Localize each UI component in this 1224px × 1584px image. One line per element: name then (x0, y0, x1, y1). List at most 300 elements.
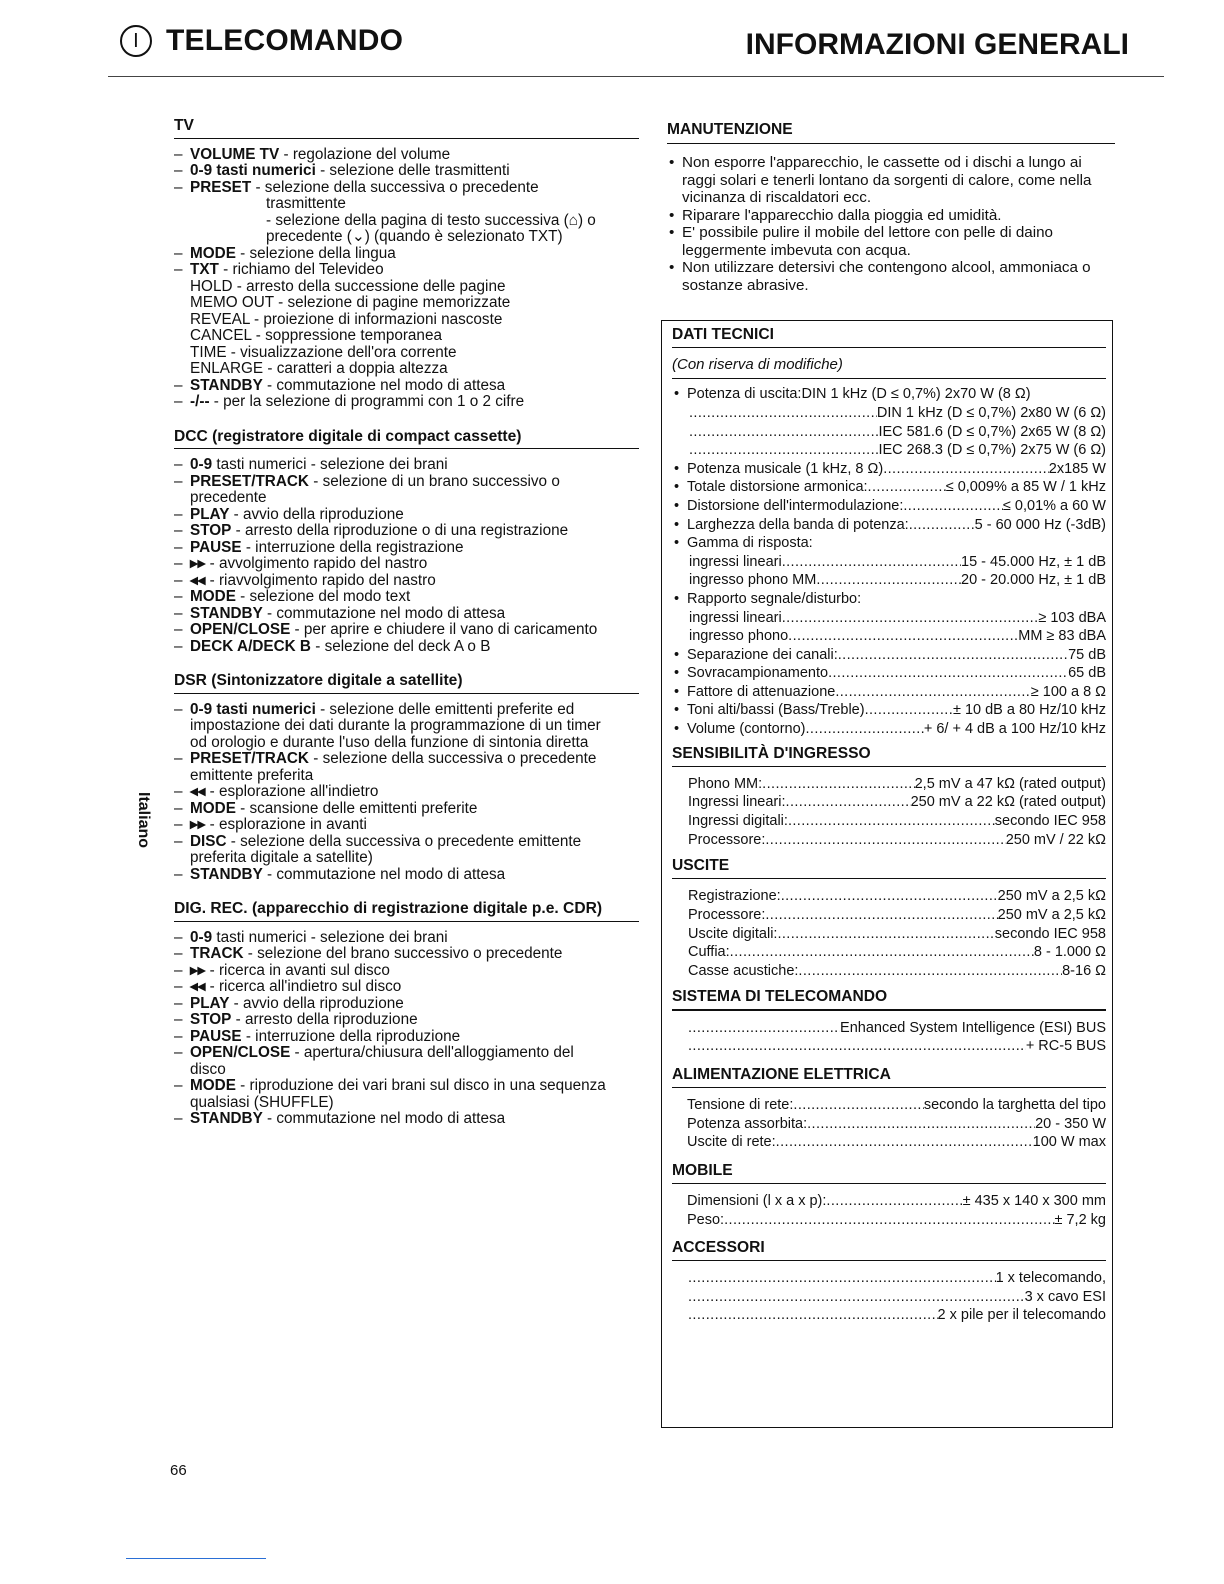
list-item-key: PAUSE (190, 1027, 242, 1045)
spec-label: ingresso phono MM (689, 572, 817, 589)
section-heading-tv: TV (174, 118, 639, 139)
header-divider (108, 76, 1164, 77)
spec-value: 8 - 1.000 Ω (1033, 944, 1106, 961)
dcc-list (174, 457, 639, 655)
leader-dots (782, 553, 961, 572)
list-item (174, 394, 639, 411)
spec-value: 100 W max (1032, 1134, 1106, 1151)
leader-dots (688, 1306, 938, 1325)
list-item-text: tasti numerici - selezione dei brani (212, 456, 448, 473)
bullet-icon: • (674, 386, 680, 403)
leader-dots (688, 1037, 1026, 1056)
list-item-text: - avvio della riproduzione (229, 505, 404, 523)
divider (672, 378, 1106, 379)
leader-dots (807, 1115, 1035, 1134)
list-item-text: - commutazione nel modo di attesa (262, 376, 506, 394)
leader-dots (793, 1096, 923, 1115)
maintenance-section (667, 121, 1115, 294)
spec-value: 65 dB (1068, 665, 1106, 682)
spec-row (688, 775, 1106, 794)
list-item-key: DISC (190, 832, 227, 850)
list-item (174, 163, 639, 180)
spec-value: 2x185 W (1048, 460, 1106, 477)
list-item (174, 1095, 639, 1112)
list-item-key: ▸▸ (190, 555, 206, 572)
bullet-icon: • (674, 646, 680, 663)
spec-label: Casse acustiche: (688, 962, 799, 979)
spec-row (672, 683, 1106, 702)
divider (672, 1260, 1106, 1261)
spec-value: 3 x cavo ESI (1024, 1288, 1106, 1305)
spec-value: 250 mV / 22 kΩ (1005, 831, 1106, 848)
list-item-key: 0-9 tasti numerici (190, 700, 316, 718)
spec-label: Ingressi lineari: (688, 794, 786, 811)
divider (672, 766, 1106, 767)
leader-dots (689, 423, 878, 442)
spec-row (688, 793, 1106, 812)
list-item-text: - richiamo del Televideo (218, 261, 384, 278)
spec-row (672, 553, 1106, 572)
spec-row (687, 1133, 1106, 1152)
leader-dots (865, 701, 953, 720)
list-item-key: STOP (190, 1011, 232, 1028)
list-item-text: - selezione delle emittenti preferite ed (315, 700, 575, 718)
list-item (174, 946, 639, 963)
list-item-key: PRESET/TRACK (190, 750, 309, 767)
bullet-item: • Non utilizzare detersivi che contengono alcool, ammoniaca o sostanze abrasive. (667, 259, 1115, 294)
spec-label: Potenza musicale (1 kHz, 8 Ω) (687, 460, 884, 477)
spec-value: DIN 1 kHz (D ≤ 0,7%) 2x70 W (8 Ω) (801, 386, 1031, 403)
list-item (174, 589, 639, 606)
list-item-text: - arresto della riproduzione o di una registrazione (231, 522, 569, 539)
list-item (174, 490, 639, 507)
list-item (174, 523, 639, 540)
bullet-item: • Non esporre l'apparecchio, le cassette od i dischi a lungo ai raggi solari e tenerli lontano da sorgenti di calore, come nella vicinanza di riscaldatori ecc. (667, 154, 1115, 207)
list-item-text: - riavvolgimento rapido del nastro (205, 571, 436, 589)
list-item-key: ▸▸ (190, 961, 206, 979)
list-item-text: - interruzione della riproduzione (241, 1027, 461, 1045)
specs-note: (Con riserva di modifiche) (672, 356, 843, 374)
spec-row (672, 627, 1106, 646)
list-item (174, 1062, 639, 1079)
list-item-key: STANDBY (190, 1110, 263, 1127)
spec-row (688, 962, 1106, 981)
spec-value: IEC 268.3 (D ≤ 0,7%) 2x75 W (6 Ω) (878, 442, 1106, 459)
spec-value: secondo IEC 958 (994, 925, 1106, 942)
bullet-icon: • (674, 683, 680, 700)
list-item-text: CANCEL - soppressione temporanea (190, 327, 442, 344)
spec-value: ≥ 100 a 8 Ω (1030, 683, 1106, 700)
list-item-key: STANDBY (190, 604, 263, 622)
list-item (174, 229, 639, 246)
spec-value: ± 435 x 140 x 300 mm (962, 1192, 1106, 1209)
list-item-key: DECK A/DECK B (190, 637, 311, 655)
list-item-text: preferita digitale a satellite) (190, 849, 373, 866)
divider (672, 1183, 1106, 1184)
accessories-table (672, 1269, 1106, 1325)
spec-row (672, 404, 1106, 423)
leader-dots (788, 812, 995, 831)
section-heading-dsr: DSR (Sintonizzatore digitale a satellite) (174, 673, 639, 694)
leader-dots (782, 609, 1039, 628)
leader-dots (724, 1211, 1054, 1230)
spec-label: Volume (contorno) (687, 721, 806, 738)
bullet-icon: • (674, 535, 680, 552)
remote-system-table (672, 1019, 1106, 1056)
list-item-text: qualsiasi (SHUFFLE) (190, 1093, 334, 1111)
spec-row (688, 1019, 1106, 1038)
spec-value: secondo IEC 958 (994, 813, 1106, 830)
list-item-text: - esplorazione in avanti (205, 816, 367, 833)
list-item (174, 1111, 639, 1128)
spec-row (672, 516, 1106, 535)
leader-dots (798, 962, 1062, 981)
list-item-text: - avvolgimento rapido del nastro (205, 555, 428, 572)
list-item (174, 979, 639, 996)
section-heading-uscite: USCITE (672, 857, 730, 875)
spec-value: 8-16 Ω (1062, 962, 1106, 979)
list-item (174, 963, 639, 980)
list-item-key: ◂◂ (190, 978, 206, 995)
list-item-text: impostazione dei dati durante la programmazione di un timer (190, 717, 601, 734)
list-item (174, 213, 639, 230)
leader-dots (688, 1019, 840, 1038)
leader-dots (828, 664, 1068, 683)
spec-row (688, 925, 1106, 944)
spec-value: IEC 581.6 (D ≤ 0,7%) 2x65 W (8 Ω) (878, 423, 1106, 440)
list-item-text: TIME - visualizzazione dell'ora corrente (190, 343, 457, 361)
list-item-key: MODE (190, 1077, 236, 1094)
list-item-key: MODE (190, 244, 236, 262)
spec-label: Processore: (688, 907, 766, 923)
section-heading-manutenzione: MANUTENZIONE (667, 121, 793, 138)
list-item (174, 1029, 639, 1046)
spec-label: Toni alti/bassi (Bass/Treble) (687, 702, 865, 719)
list-item (174, 345, 639, 362)
list-item-key: OPEN/CLOSE (190, 621, 291, 638)
bullet-icon: • (674, 721, 680, 738)
spec-row (687, 1192, 1106, 1211)
spec-row (688, 831, 1106, 850)
spec-label: ingressi lineari (689, 553, 782, 570)
spec-row (687, 1211, 1106, 1230)
list-item-text: - selezione della pagina di testo successiva (⌂) o (266, 211, 596, 229)
spec-row (672, 609, 1106, 628)
leader-dots (688, 1288, 1025, 1307)
section-heading-dcc: DCC (registratore digitale di compact cassette) (174, 429, 639, 450)
spec-value: 75 dB (1068, 646, 1106, 663)
list-item-text: - selezione della successiva o precedente (308, 750, 597, 767)
list-item-text: - selezione del brano successivo o precedente (243, 945, 563, 962)
bullet-item: • Riparare l'apparecchio dalla pioggia ed umidità. (667, 207, 1115, 225)
list-item (174, 540, 639, 557)
list-item (174, 295, 639, 312)
list-item (174, 1078, 639, 1095)
leader-dots (835, 683, 1030, 702)
list-item (174, 474, 639, 491)
list-item-text: - riproduzione dei vari brani sul disco in una sequenza (235, 1077, 606, 1094)
spec-row (688, 812, 1106, 831)
list-item (174, 639, 639, 656)
spec-label: Distorsione dell'intermodulazione: (687, 497, 904, 514)
spec-row (672, 385, 1106, 404)
list-item-text: - scansione delle emittenti preferite (235, 799, 478, 817)
spec-label: Cuffia: (688, 944, 730, 961)
cabinet-table (672, 1192, 1106, 1229)
list-item (174, 784, 639, 801)
left-column (174, 118, 639, 1146)
list-item-text: MEMO OUT - selezione di pagine memorizzate (190, 294, 511, 311)
leader-dots (868, 478, 946, 497)
leader-dots (883, 460, 1049, 479)
spec-row (672, 460, 1106, 479)
list-item-key: ◂◂ (190, 571, 206, 589)
spec-label: Uscite digitali: (688, 925, 778, 942)
spec-row (672, 497, 1106, 516)
list-item-key: 0-9 (190, 456, 213, 473)
leader-dots (776, 1133, 1033, 1152)
leader-dots (816, 571, 961, 590)
list-item (174, 312, 639, 329)
spec-value: ± 10 dB a 80 Hz/10 kHz (952, 702, 1106, 719)
spec-row (672, 534, 1106, 553)
list-item-key: ▸▸ (190, 816, 206, 833)
list-item-key: STOP (190, 522, 232, 539)
spec-row (687, 1096, 1106, 1115)
spec-value: 20 - 350 W (1035, 1115, 1106, 1132)
leader-dots (765, 831, 1005, 850)
list-item (174, 147, 639, 164)
spec-row (687, 1115, 1106, 1134)
spec-label: Dimensioni (l x a x p): (687, 1192, 827, 1209)
spec-row (688, 1037, 1106, 1056)
spec-label: Processore: (688, 831, 766, 848)
list-item (174, 378, 639, 395)
spec-label: Totale distorsione armonica: (687, 479, 868, 496)
list-item-text: trasmittente (266, 195, 346, 212)
list-item-key: PRESET (190, 178, 252, 196)
list-item (174, 718, 639, 735)
list-item-text: - avvio della riproduzione (229, 994, 404, 1012)
list-item (174, 556, 639, 573)
spec-value: 250 mV a 2,5 kΩ (997, 907, 1106, 923)
list-item (174, 507, 639, 524)
spec-row (672, 664, 1106, 683)
spec-label: Separazione dei canali: (687, 646, 838, 663)
leader-dots (688, 1269, 996, 1288)
spec-row (672, 590, 1106, 609)
list-item-key: MODE (190, 588, 236, 605)
list-item-text: - selezione del modo text (235, 588, 411, 605)
list-item-key: ◂◂ (190, 783, 206, 800)
list-item (174, 457, 639, 474)
list-item-text: - ricerca all'indietro sul disco (205, 978, 402, 995)
list-item-key: -/-- (190, 393, 210, 410)
list-item-key: MODE (190, 799, 236, 817)
spec-row (672, 701, 1106, 720)
list-item (174, 361, 639, 378)
outputs-table (672, 887, 1106, 980)
spec-value: 20 - 20.000 Hz, ± 1 dB (961, 572, 1106, 589)
leader-dots (689, 404, 877, 423)
spec-label: Tensione di rete: (687, 1096, 794, 1113)
list-item-text: od orologio e durante l'uso della funzione di sintonia diretta (190, 733, 589, 751)
spec-label: Sovracampionamento (687, 665, 829, 682)
spec-value: secondo la targhetta del tipo (923, 1096, 1106, 1113)
leader-dots (730, 943, 1034, 962)
list-item-key: OPEN/CLOSE (190, 1044, 291, 1061)
bullet-icon: • (674, 460, 680, 477)
list-item-key: PLAY (190, 505, 230, 523)
list-item (174, 1045, 639, 1062)
list-item-text: emittente preferita (190, 766, 314, 784)
input-sensitivity-table (672, 775, 1106, 849)
list-item (174, 1012, 639, 1029)
spec-label: ingresso phono (689, 628, 789, 645)
list-item (174, 246, 639, 263)
spec-label: ingressi lineari (689, 609, 782, 626)
list-item-text: - commutazione nel modo di attesa (262, 1110, 506, 1127)
spec-value: ± 7,2 kg (1054, 1211, 1106, 1228)
tv-list (174, 147, 639, 411)
list-item-text: tasti numerici - selezione dei brani (212, 928, 448, 946)
spec-value: ≤ 0,01% a 60 W (1002, 497, 1106, 514)
list-item (174, 702, 639, 719)
spec-row (688, 906, 1106, 925)
spec-row (688, 1269, 1106, 1288)
spec-label: Larghezza della banda di potenza: (687, 516, 909, 533)
list-item (174, 279, 639, 296)
list-item-text: - per aprire e chiudere il vano di caricamento (290, 621, 598, 638)
dsr-list (174, 702, 639, 884)
list-item-text: - per la selezione di programmi con 1 o 2 cifre (209, 393, 525, 410)
leader-dots (689, 441, 878, 460)
spec-label: Rapporto segnale/disturbo: (687, 590, 862, 607)
list-item-text: REVEAL - proiezione di informazioni nascoste (190, 310, 503, 328)
list-item (174, 996, 639, 1013)
leader-dots (826, 1192, 962, 1211)
list-item (174, 834, 639, 851)
section-heading-sensibilita: SENSIBILITÀ D'INGRESSO (672, 744, 871, 762)
bullet-icon: • (674, 516, 680, 533)
list-item (174, 262, 639, 279)
leader-dots (786, 793, 911, 812)
list-item-key: PRESET/TRACK (190, 472, 309, 490)
divider (672, 347, 1106, 348)
leader-dots (762, 775, 914, 794)
list-item-key: PLAY (190, 994, 230, 1012)
leader-dots (903, 497, 1003, 516)
spec-value: 15 - 45.000 Hz, ± 1 dB (961, 553, 1106, 570)
section-heading-accessori: ACCESSORI (672, 1239, 765, 1257)
spec-value: 250 mV a 22 kΩ (rated output) (910, 794, 1106, 811)
list-item-text: - selezione della successiva o precedente (251, 178, 539, 196)
list-item (174, 751, 639, 768)
list-item (174, 196, 639, 213)
list-item-text: - commutazione nel modo di attesa (262, 604, 506, 622)
language-badge-icon: I (120, 25, 152, 57)
list-item-text: - regolazione del volume (279, 145, 451, 163)
digrec-list (174, 930, 639, 1128)
bullet-icon: • (674, 497, 680, 514)
spec-value: DIN 1 kHz (D ≤ 0,7%) 2x80 W (6 Ω) (876, 404, 1106, 421)
list-item-key: STANDBY (190, 865, 263, 883)
bullet-icon: • (674, 479, 680, 496)
divider (667, 143, 1115, 145)
spec-row (672, 441, 1106, 460)
spec-value: ≤ 0,009% a 85 W / 1 kHz (945, 479, 1106, 496)
leader-dots (909, 516, 975, 535)
spec-row (688, 1288, 1106, 1307)
bullet-icon: • (674, 665, 680, 682)
spec-value: 5 - 60 000 Hz (-3dB) (974, 516, 1106, 533)
list-item (174, 735, 639, 752)
sidebar-language-label: Italiano (135, 792, 152, 849)
spec-value: 250 mV a 2,5 kΩ (997, 888, 1106, 905)
list-item-text: precedente (⌄) (quando è selezionato TXT) (266, 228, 563, 245)
spec-row (672, 423, 1106, 442)
spec-row (672, 720, 1106, 739)
spec-row (688, 887, 1106, 906)
list-item (174, 180, 639, 197)
bullet-item: • E' possibile pulire il mobile del lettore con pelle di daino leggermente imbevuta con acqua. (667, 224, 1115, 259)
page-number: 66 (170, 1462, 187, 1479)
divider (672, 1087, 1106, 1088)
list-item-text: - selezione delle trasmittenti (315, 162, 510, 179)
list-item-text: disco (190, 1060, 226, 1078)
spec-label: Gamma di risposta: (687, 535, 813, 552)
list-item-text: HOLD - arresto della successione delle pagine (190, 277, 506, 295)
section-heading-alimentazione: ALIMENTAZIONE ELETTRICA (672, 1065, 891, 1083)
list-item (174, 573, 639, 590)
spec-row (688, 943, 1106, 962)
specs-content (672, 326, 1106, 1325)
list-item-text: - esplorazione all'indietro (205, 783, 379, 800)
leader-dots (788, 627, 1018, 646)
spec-row (688, 1306, 1106, 1325)
spec-value: 1 x telecomando, (995, 1270, 1106, 1287)
divider (672, 1009, 1106, 1010)
spec-label: Peso: (687, 1211, 725, 1228)
spec-value: Enhanced System Intelligence (ESI) BUS (840, 1019, 1106, 1036)
page-title-right: INFORMAZIONI GENERALI (745, 28, 1129, 61)
spec-label: Uscite di rete: (687, 1134, 776, 1151)
list-item-key: TXT (190, 261, 219, 278)
spec-value: + 6/ + 4 dB a 100 Hz/10 kHz (923, 721, 1106, 738)
spec-label: Potenza assorbita: (687, 1115, 808, 1132)
list-item (174, 817, 639, 834)
list-item-text: - commutazione nel modo di attesa (262, 865, 506, 883)
list-item (174, 328, 639, 345)
list-item-text: - interruzione della registrazione (241, 538, 464, 556)
list-item (174, 768, 639, 785)
list-item-key: PAUSE (190, 538, 242, 556)
list-item-text: - apertura/chiusura dell'alloggiamento del (290, 1044, 574, 1061)
spec-label: Potenza di uscita: (687, 386, 802, 403)
list-item (174, 622, 639, 639)
list-item-text: - ricerca in avanti sul disco (205, 961, 390, 979)
list-item (174, 850, 639, 867)
list-item (174, 801, 639, 818)
bullet-icon: • (674, 702, 680, 719)
section-heading-mobile: MOBILE (672, 1161, 733, 1179)
spec-row (672, 571, 1106, 590)
spec-value: 2 x pile per il telecomando (937, 1307, 1106, 1324)
spec-label: Registrazione: (688, 888, 781, 905)
list-item (174, 606, 639, 623)
bullet-icon: • (674, 590, 680, 607)
page-title-left: TELECOMANDO (166, 24, 404, 57)
